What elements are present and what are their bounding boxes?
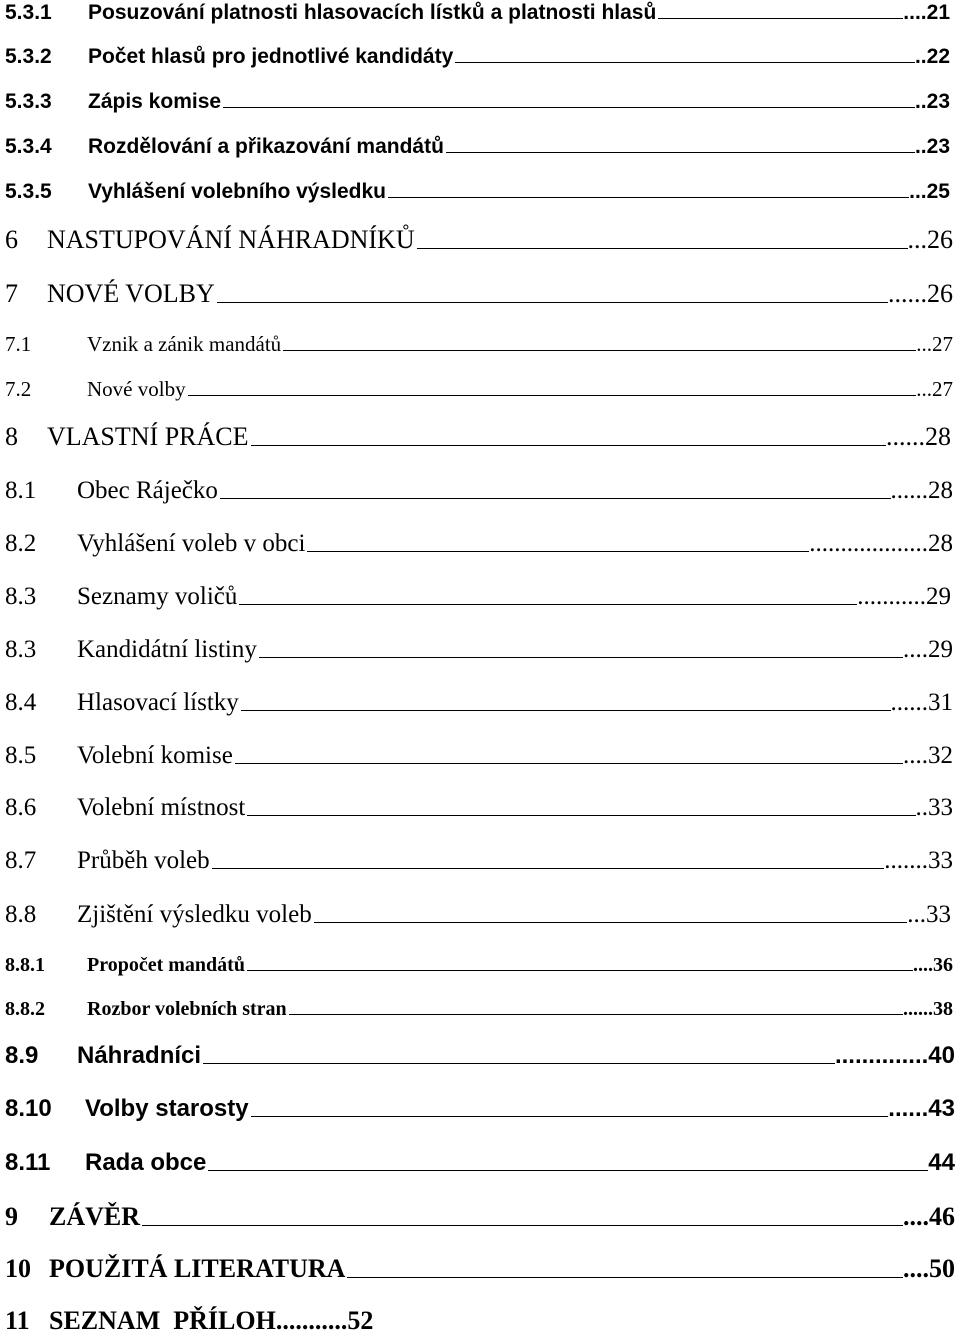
toc-number: 11 [5,1306,30,1335]
toc-title: Posuzování platnosti hlasovacích lístků a platnosti hlasů [88,1,657,24]
toc-number: 8.1 [5,477,37,504]
toc-page: ......26 [888,279,953,308]
toc-page: ......43 [888,1095,955,1122]
toc-title: Vznik a zánik mandátů [87,332,282,356]
toc-entry-8-8[interactable] [5,902,951,927]
toc-page: ....36 [913,954,953,976]
dot-leader [188,379,917,396]
dot-leader [388,181,909,198]
dot-leader [289,999,903,1015]
dot-leader [203,1044,835,1064]
toc-number: 8 [5,422,18,451]
toc-entry-5-3-1[interactable] [5,2,950,23]
dot-leader [217,281,888,303]
toc-entry-10[interactable] [5,1256,955,1282]
dot-leader [307,531,809,552]
toc-number: 8.4 [5,689,37,716]
toc-page: ...27 [916,332,953,356]
toc-number: 8.7 [5,847,37,874]
toc-number: 8.8.2 [5,998,45,1020]
toc-number: 8.8 [5,901,37,928]
toc-number: 5.3.2 [5,45,52,68]
toc-entry-8-8-2[interactable] [5,999,953,1019]
toc-number: 7 [5,279,18,308]
toc-title: VLASTNÍ PRÁCE [47,422,249,451]
toc-page: ....32 [903,742,953,769]
toc-entry-8-4[interactable] [5,690,953,715]
toc-title: Náhradníci [77,1042,202,1069]
dot-leader [658,2,903,19]
dot-leader [142,1204,903,1226]
toc-entry-7[interactable] [5,281,953,307]
toc-page: ....50 [903,1254,955,1283]
toc-title: SEZNAM PŘÍLOH [49,1306,276,1335]
toc-number: 5.3.4 [5,135,52,158]
toc-page: ......28 [890,477,953,504]
toc-page: ......31 [890,689,953,716]
toc-title: Volby starosty [85,1095,249,1122]
toc-page: ......38 [903,998,953,1020]
toc-entry-5-3-4[interactable] [5,136,950,157]
toc-number: 8.8.1 [5,954,45,976]
dot-leader [241,690,891,711]
toc-number: 10 [5,1254,31,1283]
dot-leader [247,795,915,816]
toc-entry-5-3-3[interactable] [5,91,950,112]
toc-title: Zjištění výsledku voleb [77,901,312,928]
toc-page: ...........52 [275,1306,374,1335]
toc-title: Volební komise [77,742,233,769]
toc-entry-6[interactable] [5,227,953,253]
dot-leader [283,334,916,351]
toc-title: ZÁVĚR [49,1202,141,1231]
toc-entry-11[interactable] [5,1308,955,1334]
dot-leader [417,227,908,249]
toc-title: Počet hlasů pro jednotlivé kandidáty [88,45,454,68]
toc-title: Průběh voleb [77,847,210,874]
toc-title: Volební místnost [77,794,246,821]
toc-entry-5-3-5[interactable] [5,181,950,202]
toc-number: 9 [5,1202,18,1231]
toc-number: 8.11 [5,1149,51,1176]
toc-entry-8-5[interactable] [5,743,953,768]
toc-entry-9[interactable] [5,1204,955,1230]
toc-entry-8[interactable] [5,424,951,450]
toc-title: Vyhlášení volebního výsledku [88,180,386,203]
toc-page: ....46 [903,1202,955,1231]
dot-leader [446,136,915,153]
toc-entry-8-2[interactable] [5,531,953,556]
toc-entry-8-1[interactable] [5,478,953,503]
dot-leader [347,1256,903,1278]
dot-leader [455,46,915,63]
toc-page: ..............40 [834,1042,955,1069]
dot-leader [247,955,913,971]
toc-page: .......33 [884,847,953,874]
toc-title: NASTUPOVÁNÍ NÁHRADNÍKŮ [47,225,415,254]
toc-title: Seznamy voličů [77,583,238,610]
toc-title: Obec Ráječko [77,477,218,504]
toc-number: 7.2 [5,377,32,401]
toc-page: ....21 [903,1,950,24]
dot-leader [314,902,908,923]
toc-entry-8-10[interactable] [5,1097,955,1121]
toc-page: ...25 [909,180,950,203]
toc-page: ....29 [903,636,953,663]
toc-entry-7-1[interactable] [5,334,953,355]
toc-entry-5-3-2[interactable] [5,46,950,67]
toc-page: ......28 [886,422,951,451]
toc-number: 6 [5,225,18,254]
toc-title: Hlasovací lístky [77,689,239,716]
toc-page: ..23 [914,90,950,113]
toc-title: Zápis komise [88,90,222,113]
toc-entry-8-3-seznamy[interactable] [5,584,951,609]
toc-number: 8.5 [5,742,37,769]
toc-title: NOVÉ VOLBY [47,279,215,308]
toc-number: 5.3.3 [5,90,52,113]
dot-leader [220,478,891,499]
toc-page: ..22 [914,45,950,68]
toc-page: ...................28 [809,530,953,557]
dot-leader [259,637,903,658]
toc-page: ...26 [907,225,953,254]
dot-leader [223,91,915,108]
toc-entry-8-9[interactable] [5,1044,955,1068]
toc-title: Kandidátní listiny [77,636,257,663]
toc-title: Rada obce [85,1149,207,1176]
toc-title: Rozdělování a přikazování mandátů [88,135,444,158]
toc-page: 44 [928,1149,955,1176]
toc-title: POUŽITÁ LITERATURA [49,1254,346,1283]
dot-leader [251,1097,889,1117]
toc-page: ...........29 [857,583,951,610]
toc-title: Vyhlášení voleb v obci [77,530,306,557]
dot-leader [208,1151,928,1171]
toc-page: ...33 [907,901,951,928]
toc-number: 5.3.5 [5,180,52,203]
toc-entry-8-11[interactable] [5,1151,955,1175]
toc-entry-8-3-kandidatni[interactable] [5,637,953,662]
toc-title: Propočet mandátů [87,954,245,976]
toc-entry-8-7[interactable] [5,848,953,873]
toc-page: ..33 [915,794,953,821]
dot-leader [239,584,857,605]
dot-leader [235,743,903,764]
dot-leader [212,848,885,869]
toc-number: 8.3 [5,636,37,663]
toc-number: 5.3.1 [5,1,52,24]
toc-number: 7.1 [5,332,32,356]
toc-entry-8-6[interactable] [5,795,953,820]
toc-page: ..23 [914,135,950,158]
toc-number: 8.2 [5,530,37,557]
toc-number: 8.3 [5,583,37,610]
toc-entry-7-2[interactable] [5,379,953,400]
dot-leader [251,424,886,446]
toc-number: 8.6 [5,794,37,821]
toc-title: Nové volby [87,377,186,401]
toc-entry-8-8-1[interactable] [5,955,953,975]
toc-page: ...27 [916,377,953,401]
toc-number: 8.9 [5,1042,39,1069]
toc-number: 8.10 [5,1095,52,1122]
toc-title: Rozbor volebních stran [87,998,287,1020]
